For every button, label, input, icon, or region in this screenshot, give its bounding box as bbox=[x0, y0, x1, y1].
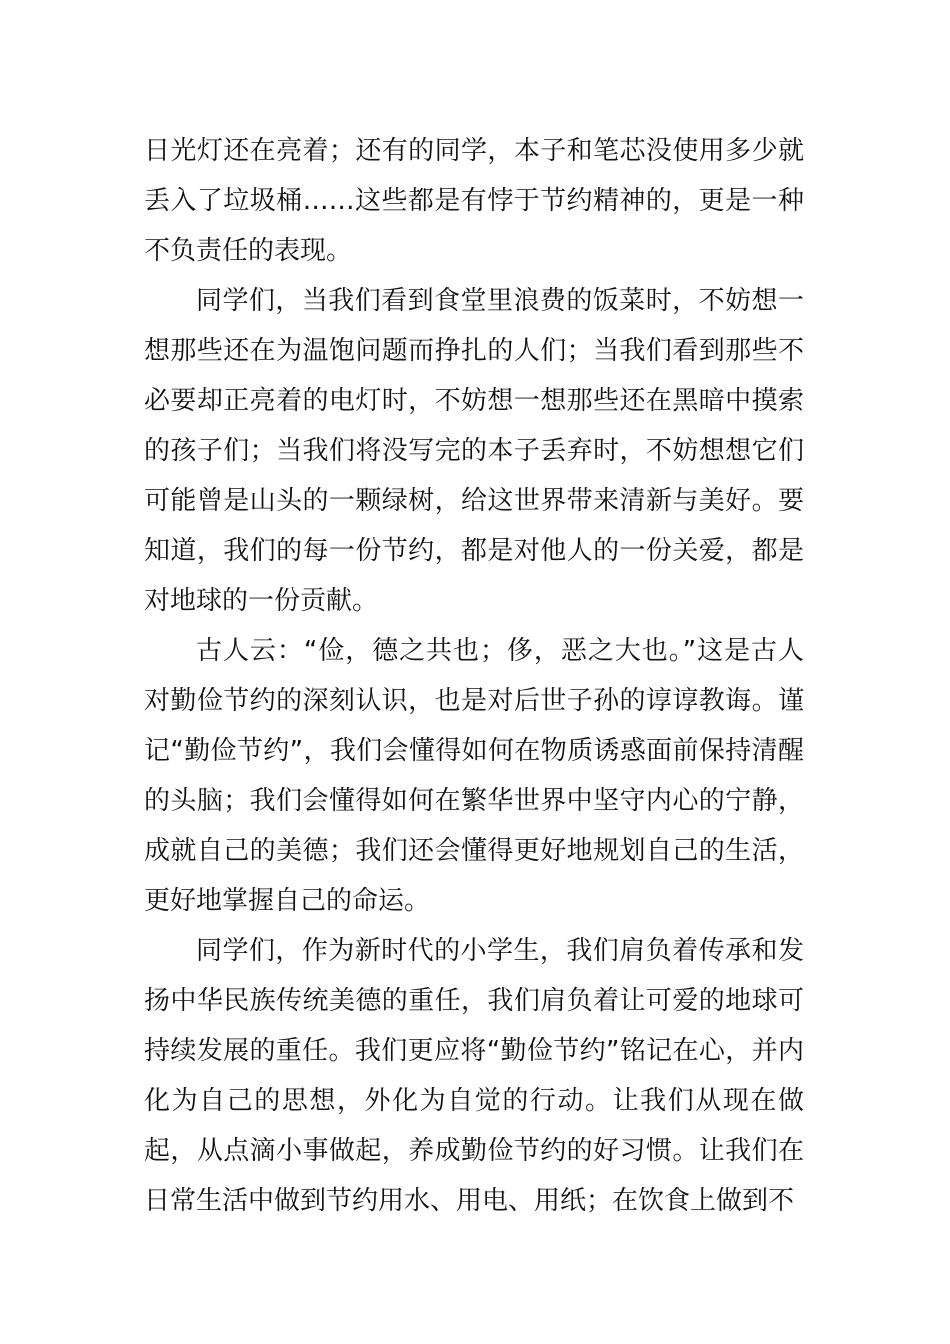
document-body bbox=[144, 126, 804, 1226]
paragraph-4: 同学们，作为新时代的小学生，我们肩负着传承和发扬中华民族传统美德的重任，我们肩负着让可爱的地球可持续发展的重任。我们更应将“勤俭节约”铭记在心，并内化为自己的思想，外化为自觉的行动。让我们从现在做起，从点滴小事做起，养成勤俭节约的好习惯。让我们在日常生活中做到节约用水、用电、用纸；在饮食上做到不 bbox=[144, 936, 804, 1216]
paragraph-2: 同学们，当我们看到食堂里浪费的饭菜时，不妨想一想那些还在为温饱问题而挣扎的人们；当我们看到那些不必要却正亮着的电灯时，不妨想一想那些还在黑暗中摸索的孩子们；当我们将没写完的本子丢弃时，不妨想想它们可能曾是山头的一颗绿树，给这世界带来清新与美好。要知道，我们的每一份节约，都是对他人的一份关爱，都是对地球的一份贡献。 bbox=[144, 286, 804, 616]
paragraph-3: 古人云：“俭，德之共也；侈，恶之大也。”这是古人对勤俭节约的深刻认识，也是对后世子孙的谆谆教诲。谨记“勤俭节约”，我们会懂得如何在物质诱惑面前保持清醒的头脑；我们会懂得如何在繁华世界中坚守内心的宁静，成就自己的美德；我们还会懂得更好地规划自己的生活，更好地掌握自己的命运。 bbox=[144, 636, 804, 916]
paragraph-1: 日光灯还在亮着；还有的同学，本子和笔芯没使用多少就丢入了垃圾桶……这些都是有悖于节约精神的，更是一种不负责任的表现。 bbox=[144, 136, 804, 266]
